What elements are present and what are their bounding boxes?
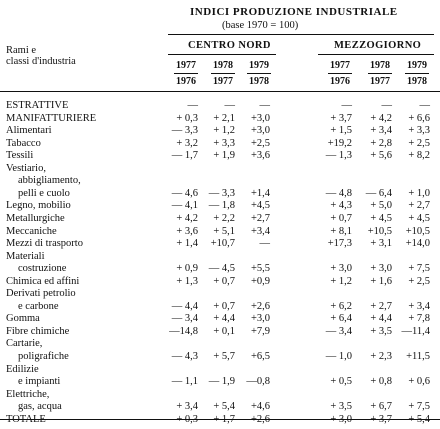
cell-value: +3,6 [250, 150, 270, 162]
fraction-bar [247, 73, 271, 74]
table-row [0, 188, 440, 199]
row-label: Chimica ed affini [6, 275, 80, 287]
table-row [0, 238, 440, 249]
cell-value: — [187, 100, 198, 111]
row-label: TOTALE [6, 413, 46, 425]
row-label: Elettriche, [6, 388, 50, 400]
cell-value: + 0,7 [213, 300, 235, 312]
row-label: abbigliamento, [18, 175, 81, 187]
cell-value: — 3,4 [325, 325, 352, 337]
group-rule-north [168, 54, 276, 55]
year-top: 1977 [330, 60, 350, 71]
cell-value: + 1,4 [176, 238, 198, 250]
year-top: 1978 [370, 60, 390, 71]
fraction-bar [405, 73, 429, 74]
cell-value: + 4,4 [370, 313, 392, 325]
table-bottom-rule [0, 419, 440, 420]
cell-value: + 1,3 [176, 275, 198, 287]
fraction-bar [368, 73, 392, 74]
cell-value: + 5,4 [213, 401, 235, 413]
table-row [0, 326, 440, 337]
cell-value: + 4,2 [370, 112, 392, 124]
cell-value: + 6,2 [330, 300, 352, 312]
row-label: Mezzi di trasporto [6, 238, 83, 250]
cell-value: — 4,5 [208, 263, 235, 275]
cell-value: + 3,2 [176, 137, 198, 149]
cell-value: — [341, 100, 352, 111]
cell-value: + 0,9 [176, 263, 198, 275]
fraction-bar [328, 73, 352, 74]
cell-value: + 2,7 [408, 200, 430, 212]
cell-value: — 1,1 [171, 376, 198, 388]
cell-value: — 1,0 [325, 351, 352, 362]
cell-value: — 4,8 [325, 187, 352, 199]
cell-value: + 3,3 [213, 137, 235, 149]
cell-value: +4,6 [250, 401, 270, 413]
cell-value: + 2,8 [370, 137, 392, 149]
cell-value: +10,5 [367, 225, 392, 237]
top-rule [168, 34, 434, 35]
group-header-south: MEZZOGIORNO [334, 40, 422, 51]
year-top: 1979 [249, 60, 269, 71]
cell-value: + 1,2 [330, 275, 352, 287]
cell-value: + 4,3 [330, 200, 352, 212]
cell-value: — 4,6 [171, 187, 198, 199]
cell-value: + 2,2 [213, 212, 235, 224]
row-label: Fibre chimiche [6, 325, 70, 337]
cell-value: + 0,6 [408, 376, 430, 388]
cell-value: +14,0 [405, 238, 430, 250]
group-rule-south [318, 54, 434, 55]
row-label: Materiali [6, 250, 45, 262]
year-bottom: 1978 [249, 76, 269, 87]
row-header-line1: Rami e [6, 45, 37, 56]
cell-value: + 7,5 [408, 401, 430, 413]
cell-value: — [259, 100, 270, 111]
row-header-line2: classi d'industria [6, 56, 76, 67]
row-label: pelli e cuolo [18, 187, 70, 199]
cell-value: —14,8 [169, 325, 198, 337]
cell-value: +11,5 [406, 351, 430, 362]
table-row [0, 226, 440, 237]
row-label: gas, acqua [18, 401, 62, 413]
cell-value: + 3,5 [330, 401, 352, 413]
table-row [0, 364, 440, 375]
table-row [0, 351, 440, 362]
cell-value: —0,8 [246, 376, 270, 388]
table-row [0, 389, 440, 400]
cell-value: +10,7 [210, 238, 235, 250]
cell-value: — 4,4 [171, 300, 198, 312]
cell-value: + 1,2 [213, 125, 235, 137]
cell-value: +3,0 [250, 125, 270, 137]
year-bottom: 1977 [370, 76, 390, 87]
row-label: costruzione [18, 263, 67, 275]
year-top: 1979 [407, 60, 427, 71]
cell-value: + 5,1 [213, 225, 235, 237]
table-row [0, 263, 440, 274]
year-top: 1977 [176, 60, 196, 71]
cell-value: — 1,8 [208, 200, 235, 212]
row-label: Cartarie, [6, 338, 43, 350]
row-label: Meccaniche [6, 225, 57, 237]
fraction-bar [211, 73, 235, 74]
cell-value: + 3,0 [330, 413, 352, 425]
cell-value: + 7,8 [408, 313, 430, 325]
cell-value: +0,9 [250, 275, 270, 287]
cell-value: + 3,1 [370, 238, 392, 250]
cell-value: +2,6 [250, 300, 270, 312]
cell-value: + 4,5 [370, 212, 392, 224]
cell-value: + 4,5 [408, 212, 430, 224]
row-label: Tabacco [6, 137, 41, 149]
year-bottom: 1978 [407, 76, 427, 87]
row-label: Tessili [6, 150, 34, 162]
table-row [0, 276, 440, 287]
row-header [6, 45, 76, 67]
fraction-bar [174, 73, 198, 74]
cell-value: — [381, 100, 392, 111]
row-label: MANIFATTURIERE [6, 112, 97, 124]
row-label: Edilizie [6, 363, 39, 375]
cell-value: — 1,3 [325, 150, 352, 162]
cell-value: + 0,7 [330, 212, 352, 224]
cell-value: +10,5 [405, 225, 430, 237]
cell-value: + 2,5 [408, 137, 430, 149]
cell-value: + 3,3 [408, 125, 430, 137]
table-row [0, 200, 440, 211]
cell-value: +6,5 [250, 351, 270, 362]
row-label: e carbone [18, 300, 59, 312]
cell-value: — 3,4 [171, 313, 198, 325]
cell-value: +1,4 [250, 187, 270, 199]
cell-value: + 0,8 [370, 376, 392, 388]
cell-value: — 4,3 [171, 351, 198, 362]
table-row [0, 100, 440, 111]
table-row [0, 301, 440, 312]
cell-value: + 1,6 [370, 275, 392, 287]
row-label: Derivati petrolio [6, 288, 76, 300]
row-label: e impianti [18, 376, 61, 388]
cell-value: + 6,6 [408, 112, 430, 124]
cell-value: + 5,6 [370, 150, 392, 162]
cell-value: + 0,7 [213, 275, 235, 287]
cell-value: + 5,0 [370, 200, 392, 212]
cell-value: — 3,3 [171, 125, 198, 137]
year-bottom: 1977 [213, 76, 233, 87]
cell-value: + 0,3 [176, 413, 198, 425]
cell-value: +2,6 [250, 413, 270, 425]
year-top: 1978 [213, 60, 233, 71]
table-row [0, 401, 440, 412]
cell-value: + 2,1 [213, 112, 235, 124]
table-row [0, 288, 440, 299]
cell-value: + 4,2 [176, 212, 198, 224]
cell-value: + 2,7 [370, 300, 392, 312]
cell-value: + 3,4 [176, 401, 198, 413]
cell-value: + 3,0 [370, 263, 392, 275]
table-row [0, 338, 440, 349]
group-header-north: CENTRO NORD [188, 40, 271, 51]
cell-value: +19,2 [327, 137, 352, 149]
row-label: Vestiario, [6, 162, 46, 174]
row-label: ESTRATTIVE [6, 100, 69, 111]
cell-value: — 6,4 [365, 187, 392, 199]
cell-value: — 1,7 [171, 150, 198, 162]
cell-value: — 3,3 [208, 187, 235, 199]
cell-value: — 4,1 [171, 200, 198, 212]
table-row [0, 175, 440, 186]
table-row [0, 376, 440, 387]
cell-value: +4,5 [250, 200, 270, 212]
cell-value: +3,0 [250, 313, 270, 325]
table-row [0, 125, 440, 136]
cell-value: + 1,9 [213, 150, 235, 162]
cell-value: + 3,4 [408, 300, 430, 312]
cell-value: + 3,7 [370, 413, 392, 425]
cell-value: + 1,0 [408, 187, 430, 199]
cell-value: + 3,5 [370, 325, 392, 337]
cell-value: + 1,7 [213, 413, 235, 425]
cell-value: + 2,5 [408, 275, 430, 287]
cell-value: + 3,0 [330, 263, 352, 275]
cell-value: + 5,7 [213, 351, 235, 362]
cell-value: + 2,3 [370, 351, 392, 362]
cell-value: +3,4 [250, 225, 270, 237]
cell-value: — [419, 100, 430, 111]
cell-value: + 4,4 [213, 313, 235, 325]
cell-value: +17,3 [327, 238, 352, 250]
cell-value: — [224, 100, 235, 111]
cell-value: + 3,6 [176, 225, 198, 237]
cell-value: + 0,1 [213, 325, 235, 337]
cell-value: + 7,5 [408, 263, 430, 275]
cell-value: + 1,5 [330, 125, 352, 137]
table-row [0, 113, 440, 124]
cell-value: + 6,4 [330, 313, 352, 325]
header-bottom-rule [0, 91, 440, 92]
table-row [0, 313, 440, 324]
table-row [0, 213, 440, 224]
cell-value: +2,5 [250, 137, 270, 149]
cell-value: —11,4 [401, 325, 430, 337]
table-subtitle: (base 1970 = 100) [222, 20, 299, 31]
row-label: Gomma [6, 313, 40, 325]
cell-value: +7,9 [250, 325, 270, 337]
table-title: INDICI PRODUZIONE INDUSTRIALE [190, 6, 398, 18]
cell-value: +5,5 [250, 263, 270, 275]
cell-value: + 0,3 [176, 112, 198, 124]
cell-value: + 5,4 [408, 413, 430, 425]
table-row [0, 150, 440, 161]
year-bottom: 1976 [176, 76, 196, 87]
year-bottom: 1976 [330, 76, 350, 87]
cell-value: +3,0 [250, 112, 270, 124]
cell-value: + 3,7 [330, 112, 352, 124]
cell-value: — 1,9 [208, 376, 235, 388]
row-label: poligrafiche [18, 351, 69, 362]
row-label: Legno, mobilio [6, 200, 71, 212]
row-label: Metallurgiche [6, 212, 65, 224]
cell-value: + 8,1 [330, 225, 352, 237]
table-row [0, 251, 440, 262]
cell-value: + 8,2 [408, 150, 430, 162]
row-label: Alimentari [6, 125, 52, 137]
table-row [0, 163, 440, 174]
cell-value: — [259, 238, 270, 250]
cell-value: + 3,4 [370, 125, 392, 137]
cell-value: +2,7 [250, 212, 270, 224]
table-row [0, 138, 440, 149]
cell-value: + 0,5 [330, 376, 352, 388]
cell-value: + 6,7 [370, 401, 392, 413]
